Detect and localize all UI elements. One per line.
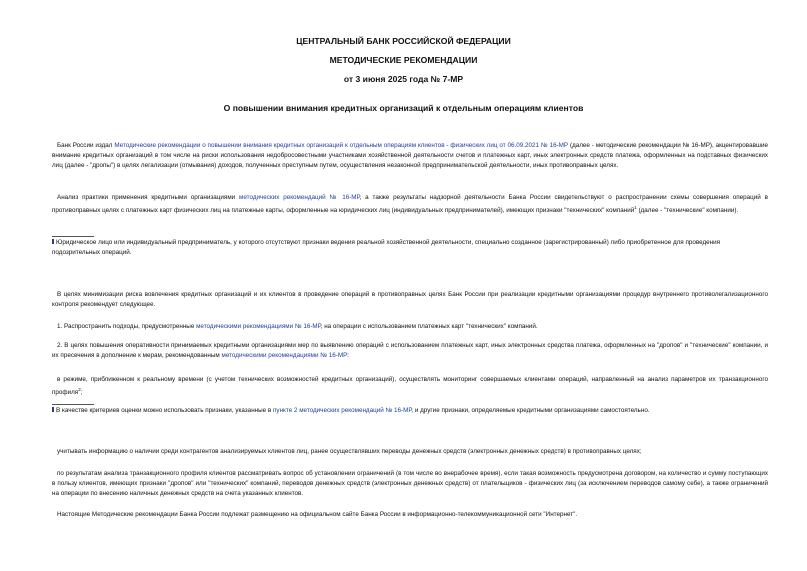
footnote-ref-2[interactable]: 2 bbox=[78, 387, 81, 393]
footnote-ref-1[interactable]: 1 bbox=[634, 205, 637, 211]
paragraph-8: по результатам анализа транзакционного профиля клиентов рассматривать вопрос об установлении ограничений (в том числе во внерабочее время), если такая возможность предусмотрена договором, на количество и сумму поступающих в пользу клиентов, имеющих признаки "дропов" или "технических" компаний, переводов денежных средств (электронных денежных средств) от плательщиков - физических лиц (за исключением переводов самому себе), а также ограничений на операции по внесению наличных денежных средств на счета указанных клиентов. bbox=[52, 470, 768, 498]
paragraph-2-lead: Анализ практики применения кредитными организациями bbox=[57, 194, 240, 201]
paragraph-7: учитывать информацию о наличии среди контрагентов анализируемых клиентов лиц, ранее осуществлявших переводы денежных средств (электронных денежных средств) в противоправных целях; bbox=[57, 448, 642, 455]
document-date-number: от 3 июня 2025 года № 7-МР bbox=[343, 74, 464, 84]
link-mr-16[interactable]: Методические рекомендации о повышении внимания кредитных организаций к отдельным операциям клиентов - физических лиц от 06.09.2021 № 16-МР bbox=[114, 142, 569, 149]
footnote-divider-1 bbox=[52, 236, 94, 237]
paragraph-4-lead: 1. Распространить подходы, предусмотренные bbox=[57, 323, 197, 330]
footnote-1-text: Юридическое лицо или индивидуальный предприниматель, у которого отсутствуют признаки ведения реальной хозяйственной деятельности, специально созданное (зарегистрированный) либо приобретенное для проведения подозрительных операций. bbox=[52, 239, 721, 257]
paragraph-6-text: в режиме, приближенном к реальному времени (с учетом технических возможностей кредитных организаций), осуществлять мониторинг совершаемых клиентами операций, направленный на анализ параметров их транзакционного профиля bbox=[52, 376, 768, 397]
paragraph-9: Настоящие Методические рекомендации Банка России подлежат размещению на официальном сайте Банка России в информационно-телекоммуникационной сети "Интернет". bbox=[57, 511, 578, 518]
footnote-2-rest: , и другие признаки, определяемые кредитными организациями самостоятельно. bbox=[411, 407, 650, 414]
paragraph-2-end: (далее - "технические" компании). bbox=[636, 207, 739, 215]
link-mr-16-2[interactable]: методических рекомендаций № 16-МР bbox=[239, 194, 360, 201]
paragraph-1 bbox=[52, 141, 768, 172]
paragraph-3: В целях минимизации риска вовлечения кредитных организаций и их клиентов в проведение операций в противоправных целях Банк России при реализации кредитными организациями процедур внутреннего противолегализационного контроля рекомендует следующее. bbox=[52, 291, 768, 309]
paragraph-4 bbox=[52, 322, 768, 332]
paragraph-2-mid: , а также результаты надзорной деятельности Банка России свидетельствуют о распространении схемы совершения операций в противоправных целях с платежных карт физических лиц на платежные карты, оформленные на юридических лиц (индивидуальных предпринимателей), имеющих признаки "технических" компаний bbox=[52, 194, 768, 215]
document-title: О повышении внимания кредитных организаций к отдельным операциям клиентов bbox=[223, 103, 584, 113]
link-mr-16-4[interactable]: методическими рекомендациями № 16-МР bbox=[221, 352, 348, 360]
footnote-2 bbox=[52, 406, 768, 416]
link-mr-16-3[interactable]: методическими рекомендациями № 16-МР bbox=[196, 323, 321, 330]
document-type-heading: МЕТОДИЧЕСКИЕ РЕКОМЕНДАЦИИ bbox=[329, 55, 478, 65]
paragraph-1-rest: (далее - методические рекомендации № 16-МР), акцентировавшие внимание кредитных организаций в том числе на риски использования недобросовестными участниками хозяйственной деятельности счетов и платежных карт, иных электронных средств платежа, оформленных на подставных физических лиц (далее - "дропы") в целях легализации (отмывания) доходов, полученных преступным путем, осуществления незаконной предпринимательской деятельности, иных противоправных целях. bbox=[52, 142, 768, 170]
paragraph-5-rest: : bbox=[347, 352, 349, 360]
footnote-marker-icon bbox=[52, 239, 54, 244]
paragraph-5-lead: 2. В целях повышения оперативности принимаемых кредитными организациями мер по выявлению операций с использованием платежных карт, иных электронных средства платежа, оформленных на "дропов" и "технические" компании, и их пресечения в дополнение к мерам, рекомендованным bbox=[52, 342, 768, 360]
paragraph-5 bbox=[52, 341, 768, 361]
paragraph-2 bbox=[52, 193, 768, 217]
link-mr-16-item-2[interactable]: пункте 2 методических рекомендаций № 16-МР bbox=[273, 407, 412, 414]
paragraph-1-lead: Банк России издал bbox=[57, 142, 115, 149]
footnote-1 bbox=[52, 238, 768, 258]
footnote-divider-2 bbox=[52, 404, 94, 405]
footnote-marker-icon bbox=[52, 407, 54, 412]
paragraph-4-rest: , на операции с использованием платежных карт "технических" компаний. bbox=[320, 323, 538, 330]
paragraph-6: в режиме, приближенном к реальному времени (с учетом технических возможностей кредитных организаций), осуществлять мониторинг совершаемых клиентами операций, направленный на анализ параметров их транзакционного профиля$^2$; bbox=[52, 376, 768, 397]
footnote-2-lead: В качестве критериев оценки можно использовать признаки, указанные в bbox=[56, 407, 274, 414]
issuer-heading: ЦЕНТРАЛЬНЫЙ БАНК РОССИЙСКОЙ ФЕДЕРАЦИИ bbox=[296, 36, 511, 46]
